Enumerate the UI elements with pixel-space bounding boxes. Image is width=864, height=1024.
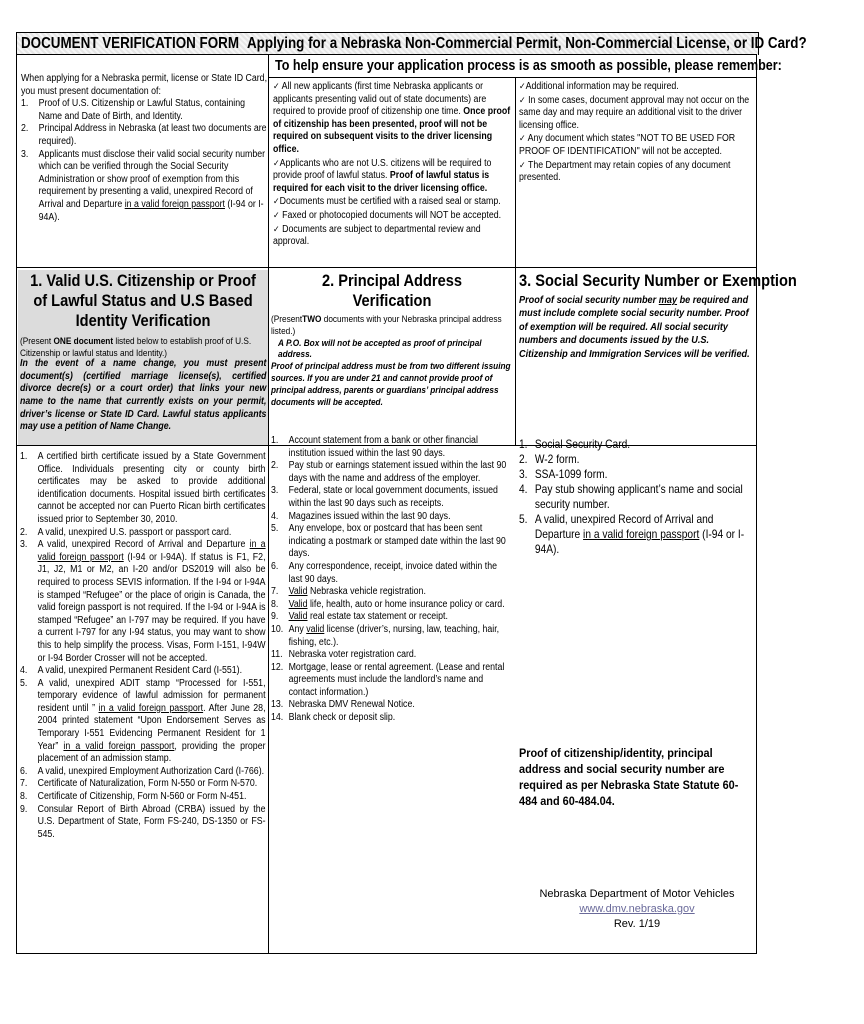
reminder-banner: To help ensure your application process is as smooth as possible, please remember: xyxy=(275,58,782,74)
column-divider-2 xyxy=(515,78,516,445)
list-item: 1. Account statement from a bank or other financial institution issued within the last 90 days. xyxy=(271,435,478,459)
reminders-middle xyxy=(273,80,513,249)
section1-note: (Present ONE document listed below to establish proof of U.S. Citizenship or lawful status and Identity.) xyxy=(20,335,252,358)
reminder-item: ✓ In some cases, document approval may not occur on the same day and may require an additional visit to the driver licensing office. xyxy=(519,94,750,131)
reminder-item: ✓Applicants who are not U.S. citizens will be required to provide proof of lawful status. Proof of lawful status is required for each visit to the driver licensing office. xyxy=(273,157,492,194)
section3-header xyxy=(519,271,797,361)
banner-divider xyxy=(268,77,757,78)
list-item: 4. Magazines issued within the last 90 days. xyxy=(271,510,451,522)
name-change-note: In the event of a name change, you must present document(s) (certified marriage license(s), certified divorce decre(s) or a court order) that links your new name to the name that currently exists on your permit, driver’s license or State ID Card. Lawful status applicants may use a petition of Name Change. xyxy=(20,358,267,433)
form-title: DOCUMENT VERIFICATION FORM xyxy=(21,35,240,52)
section2-note: (PresentTWO documents with your Nebraska principal address listed.) xyxy=(271,313,502,336)
reminder-item: ✓Documents must be certified with a raised seal or stamp. xyxy=(273,196,501,208)
form-subtitle: Applying for a Nebraska Non-Commercial Permit, Non-Commercial License, or ID Card? xyxy=(247,35,807,52)
list-item: 2. A valid, unexpired U.S. passport or passport card. xyxy=(20,526,232,538)
reminder-item: ✓ Documents are subject to departmental review and approval. xyxy=(273,223,481,248)
agency-name: Nebraska Department of Motor Vehicles xyxy=(539,888,735,900)
list-item: 8. Certificate of Citizenship, Form N-560 or Form N-451. xyxy=(20,791,247,803)
list-item: 3. Federal, state or local government documents, issued within the last 90 days such as receipts. xyxy=(271,485,498,509)
sections-top-divider xyxy=(17,267,757,268)
reminder-item: ✓ All new applicants (first time Nebraska applicants or applicants presenting valid out of state documents) are required to provide proof of citizenship one time. Once proof of citizenship has been presented, proof will not be required on subsequent visits to the driver licensing office. xyxy=(273,81,511,155)
list-item: 5. Any envelope, box or postcard that has been sent indicating a postmark or stamped date within the last 90 days. xyxy=(271,523,506,560)
list-item: 12. Mortgage, lease or rental agreement. (Lease and rental agreements must include the landlord’s name and contact information.) xyxy=(271,661,505,698)
list-item: 6. A valid, unexpired Employment Authorization Card (I-766). xyxy=(20,765,265,777)
list-item: 9. Valid real estate tax statement or receipt. xyxy=(271,611,448,623)
section1-header xyxy=(20,271,266,434)
list-item: 7. Valid Nebraska vehicle registration. xyxy=(271,586,426,598)
list-item: 6. Any correspondence, receipt, invoice dated within the last 90 days. xyxy=(271,560,497,585)
list-item: 4. A valid, unexpired Permanent Resident Card (I-551). xyxy=(20,665,243,677)
column-divider-1 xyxy=(268,55,269,953)
list-item: 13. Nebraska DMV Renewal Notice. xyxy=(271,699,415,711)
statute-note: Proof of citizenship/identity, principal address and social security number are required as per Nebraska State Statute 60-484 and 60-484.04. xyxy=(519,746,739,808)
list-item: 14. Blank check or deposit slip. xyxy=(271,712,396,724)
section2-header xyxy=(271,271,513,407)
list-item: 5. A valid, unexpired ADIT stamp “Processed for I-551, temporary evidence of lawful admission for permanent resident until ” in a valid foreign passport. After June 28, 2004 printed statement “Upon Endorsement Serves as Temporary I-551 Evidencing Permanent Resident for 1 Year” in a valid foreign passport, providing the proper placement of an admission stamp. xyxy=(20,677,266,765)
list-item: 11. Nebraska voter registration card. xyxy=(271,649,417,661)
section2-list xyxy=(271,435,513,725)
list-item: 7. Certificate of Naturalization, Form N-550 or Form N-570. xyxy=(20,778,258,790)
ssn-rule: Proof of social security number may be required and must include complete social security number. Proof of exemption will be required. All social security numbers and documents issued by the U.S. Citizenship and Immigration Services will be verified. xyxy=(519,295,750,360)
list-item: 8. Valid life, health, auto or home insurance policy or card. xyxy=(271,598,505,610)
footer xyxy=(519,887,755,932)
section2-heading: 2. Principal Address Verification xyxy=(321,271,463,310)
reminder-item: ✓ Any document which states "NOT TO BE USED FOR PROOF OF IDENTIFICATION" will not be accepted. xyxy=(519,133,736,157)
list-item: 3. A valid, unexpired Record of Arrival and Departure in a valid foreign passport (I-94 or I-94A). If status is F1, F2, J1, J2, M1 or M2, an I-20 and/or DS2019 will also be required to process SEVIS information. If the I-94 or I-94A is stamped “Refugee” or the place of origin is Canada, the valid foreign passport is not required. If the I-94 or I-94A is stamped “Refugee” an I-797 may be required. If you have a current I-797 for any I-94 status, you may want to show this to help simplify the process. Visas, Form I-151, I-94W or I-94 Border Crosser will not be accepted. xyxy=(20,539,266,664)
list-item: 1. A certified birth certificate issued by a State Government Office. Individuals presenting city or county birth certificates may be asked to provide additional identification documents. Hospital issued birth certificates cannot be accepted nor can Puerto Rican birth certificates issued prior to September 30, 2010. xyxy=(20,451,266,525)
intro-lead: When applying for a Nebraska permit, license or State ID Card, you must present documentation of: xyxy=(21,73,268,97)
reminders-right xyxy=(519,80,755,185)
section1-heading: 1. Valid U.S. Citizenship or Proof of Lawful Status and U.S Based Identity Verification xyxy=(30,271,256,330)
list-item: 3. SSA-1099 form. xyxy=(519,468,608,481)
po-box-note: A P.O. Box will not be accepted as proof of principal address. xyxy=(278,336,482,360)
list-item: 2. Pay stub or earnings statement issued within the last 90 days with the name and address of the employer. xyxy=(271,460,507,484)
intro-item: 2. Principal Address in Nebraska (at least two documents are required). xyxy=(21,123,267,147)
list-item: 2. W-2 form. xyxy=(519,453,580,466)
list-item: 4. Pay stub showing applicant’s name and social security number. xyxy=(519,483,743,511)
form-grid xyxy=(16,54,797,954)
list-item: 9. Consular Report of Birth Abroad (CRBA) issued by the U.S. Department of State, Form FS-240, DS-1350 or FS-545. xyxy=(20,803,266,840)
list-item: 1. Social Security Card. xyxy=(519,438,631,451)
revision-date: Rev. 1/19 xyxy=(613,918,661,930)
dmv-website-link[interactable]: www.dmv.nebraska.gov xyxy=(579,903,695,915)
reminder-item: ✓Additional information may be required. xyxy=(519,81,679,92)
section3-heading: 3. Social Security Number or Exemption xyxy=(519,271,797,290)
section1-list xyxy=(20,451,266,841)
reminder-item: ✓ The Department may retain copies of any document presented. xyxy=(519,159,731,184)
intro-text xyxy=(21,73,267,224)
section3-list xyxy=(519,437,755,557)
intro-item: 1. Proof of U.S. Citizenship or Lawful Status, containing Name and Date of Birth, and Identity. xyxy=(21,98,246,122)
reminder-item: ✓ Faxed or photocopied documents will NOT be accepted. xyxy=(273,209,502,221)
intro-item: 3. Applicants must disclose their valid social security number which can be verified through the Social Security Administration or show proof of exemption from this requirement by presenting a valid, unexpired Record of Arrival and Departure in a valid foreign passport (I-94 or I-94A). xyxy=(21,148,266,223)
title-bar xyxy=(16,32,807,55)
list-item: 10. Any valid license (driver’s, nursing, law, teaching, hair, fishing, etc.). xyxy=(271,623,500,648)
address-rule: Proof of principal address must be from two different issuing sources. If you are under 21 and cannot provide proof of principal address, parents or guardians’ principal address documents will be accepted. xyxy=(271,360,511,407)
list-item: 5. A valid, unexpired Record of Arrival and Departure in a valid foreign passport (I-94 or I-94A). xyxy=(519,513,745,556)
